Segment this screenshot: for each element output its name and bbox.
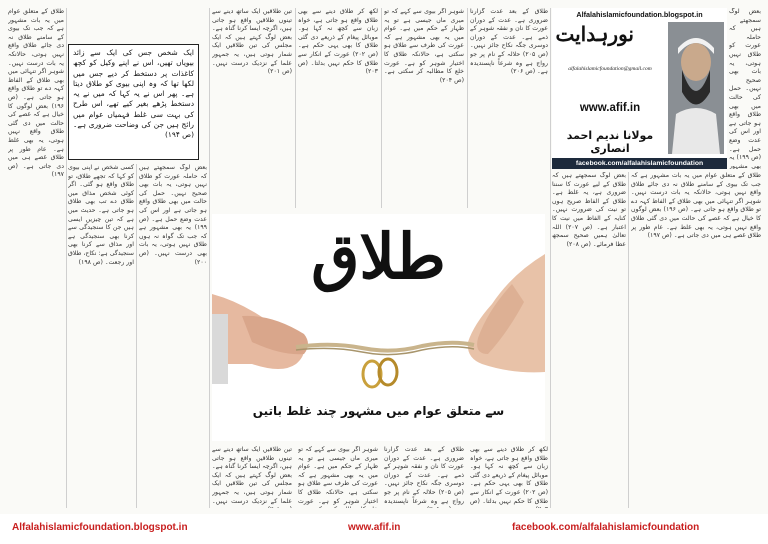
column-3-text: بعض لوگ سمجھتے ہیں کہ حاملہ عورت کو طلاق نہیں ہوتی، یہ بات بھی صحیح نہیں۔ حمل کی حالت میں بھی طلاق واقع ہو جاتی ہے اور اس کی عدت وضع حمل ہے۔ (ص ۱۹۹) یہ بھی مشہور ہے کہ جب تک گواہ نہ ہوں طلاق نہیں ہوتی، یہ بات بھی درست نہیں۔ (ص ۲۰۰) xyxy=(139,164,207,266)
column-right xyxy=(631,172,761,508)
column-12-text: شوہر اگر بیوی سے کہے کہ تو میری ماں جیسی ہے تو یہ ظہار کے حکم میں ہے۔ عوام میں یہ بھی مشہور ہے کہ عورت کی طرف سے طلاق ہو سکتی ہے، حالانکہ طلاق کا اختیار شوہر کو ہے۔ عورت xyxy=(298,446,378,505)
footer-blog-link[interactable]: Alfalahislamicfoundation.blogspot.in xyxy=(12,522,188,533)
column-5-text: لکھ کر طلاق دینے سے بھی طلاق واقع ہو جاتی ہے، خواہ زبان سے کچھ نہ کہا ہو۔ موبائل پیغام کے ذریعے دی گئی طلاق کا بھی یہی حکم ہے۔ (ص ۲۰۲) عورت کے انکار سے طلاق کا حکم نہیں بدلتا۔ (ص ۲۰۳) xyxy=(298,8,378,76)
column-7-text: طلاق کے بعد عدت گزارنا ضروری ہے۔ عدت کے دوران عورت کا نان و نفقہ شوہر کے ذمے ہے۔ عدت کے دوران دوسری جگہ نکاح جائز نہیں۔ (ص ۲۰۵) حلالہ کے نام پر جو رواج ہے وہ شرعاً ناپسندیدہ ہے۔ (ص ۲۰۶) xyxy=(470,8,548,76)
column-bottom-a xyxy=(212,446,292,508)
column-3 xyxy=(139,164,207,508)
column-4-text: تین طلاقیں ایک ساتھ دینے سے تینوں طلاقیں واقع ہو جاتی ہیں، اگرچہ ایسا کرنا گناہ ہے۔ بعض لوگ کہتے ہیں کہ ایک مجلس کی تین طلاقیں ایک شمار ہوتی ہیں، یہ جمہور علما کے نزدیک درست نہیں۔ (ص ۲۰۱) xyxy=(212,8,292,76)
column-6-text: شوہر اگر بیوی سے کہے کہ تو میری ماں جیسی ہے تو یہ ظہار کے حکم میں ہے۔ عوام میں یہ بھی مشہور ہے کہ عورت کی طرف سے طلاق ہو سکتی ہے، حالانکہ طلاق کا اختیار شوہر کو ہے۔ عورت خلع کا مطالبہ کر سکتی ہے۔ (ص ۲۰۴) xyxy=(384,8,464,84)
column-far-right xyxy=(729,8,761,169)
highlight-quote-box xyxy=(68,44,199,160)
quote-text: ایک شخص جس کی ایک سے زائد بیویاں تھیں، اس نے اپنے وکیل کو کچھ کاغذات پر دستخط کر دیے جس میں لکھا تھا کہ وہ اپنی بیوی کو طلاق دیتا ہے۔ پھر اس نے یہ کہا کہ میں نے یہ دستخط پڑھے بغیر کیے تھے، اس طرح کی بہت سی غلط فہمیاں عوام میں رائج ہیں جن کی وضاحت ضروری ہے۔ (ص ۱۹۴) xyxy=(73,48,194,140)
header-website[interactable]: www.afif.in xyxy=(579,102,641,114)
column-title: نورہدایت xyxy=(555,22,634,46)
footer-facebook-link[interactable]: facebook.com/alfalahislamicfoundation xyxy=(512,522,700,533)
column-bottom-d xyxy=(470,446,548,508)
column-bottom-b xyxy=(298,446,378,508)
column-bottom-c xyxy=(384,446,464,508)
column-top-b xyxy=(298,8,378,208)
column-1-text: طلاق کے متعلق عوام میں یہ بات مشہور ہے کہ جب تک بیوی کے سامنے طلاق نہ دی جائے طلاق واقع نہیں ہوتی، حالانکہ یہ بات درست نہیں۔ شوہر اگر تنہائی میں بھی طلاق کے الفاظ کہہ دے تو طلاق واقع ہو جاتی ہے۔ (ص ۱۹۶) بعض لوگوں کا خیال ہے کہ غصے کی حالت میں دی گئی طلاق واقع نہیں ہوتی، یہ بھی غلط ہے۔ عام طور پر طلاق غصے ہی میں دی جاتی ہے۔ (ص ۱۹۷) xyxy=(8,8,64,179)
column-top-c xyxy=(384,8,464,208)
hero-title: طلاق xyxy=(311,220,446,293)
column-8-text: بعض لوگ سمجھتے ہیں کہ طلاق کے لیے عورت کا سننا ضروری ہے، یہ غلط ہے۔ طلاق کے الفاظ صریح ہوں تو نیت کی ضرورت نہیں۔ کنایہ کے الفاظ میں نیت کا اعتبار ہے۔ (ص ۲۰۷) اللہ تعالیٰ ہمیں صحیح سمجھ عطا فرمائے۔ (ص ۲۰۸) xyxy=(552,172,626,248)
column-top-a xyxy=(212,8,292,208)
column-mid-right xyxy=(552,172,626,508)
page-footer xyxy=(0,514,768,544)
column-11-text: تین طلاقیں ایک ساتھ دینے سے تینوں طلاقیں واقع ہو جاتی ہیں، اگرچہ ایسا کرنا گناہ ہے۔ بعض لوگ کہتے ہیں کہ ایک مجلس کی تین طلاقیں ایک شمار ہوتی ہیں، یہ جمہور علما کے نزدیک درست نہیں۔ xyxy=(212,446,292,505)
column-10-text: بعض لوگ سمجھتے ہیں کہ حاملہ عورت کو طلاق نہیں ہوتی، یہ بات بھی صحیح نہیں۔ حمل کی حالت میں بھی طلاق واقع ہو جاتی ہے اور اس کی عدت وضع حمل ہے۔ (ص ۱۹۹) یہ بھی مشہور xyxy=(729,8,761,169)
column-2 xyxy=(68,164,134,508)
column-top-d xyxy=(470,8,548,208)
column-9-text: طلاق کے متعلق عوام میں یہ بات مشہور ہے کہ جب تک بیوی کے سامنے طلاق نہ دی جائے طلاق واقع نہیں ہوتی، حالانکہ یہ بات درست نہیں۔ شوہر اگر تنہائی میں بھی طلاق کے الفاظ کہہ دے تو طلاق واقع ہو جاتی ہے۔ (ص ۱۹۶) بعض لوگوں کا خیال ہے کہ غصے کی حالت میں دی گئی طلاق واقع نہیں ہوتی، یہ بھی غلط ہے۔ عام طور پر طلاق غصے ہی میں دی جاتی ہے۔ (ص ۱۹۷) xyxy=(631,172,761,240)
hero-image xyxy=(212,214,545,441)
column-header xyxy=(552,8,727,169)
header-email[interactable]: alfalahislamicfoundation@gmail.com xyxy=(568,66,652,72)
author-photo xyxy=(668,22,724,154)
hero-subtitle: سے متعلق عوام میں مشہور چند غلط باتیں xyxy=(252,404,505,418)
column-1 xyxy=(8,8,64,508)
column-13-text: طلاق کے بعد عدت گزارنا ضروری ہے۔ عدت کے دوران عورت کا نان و نفقہ شوہر کے ذمے ہے۔ عدت کے دوران دوسری جگہ نکاح جائز نہیں۔ (ص ۲۰۵) حلالہ کے نام پر جو رواج ہے وہ شرعاً ناپسندیدہ xyxy=(384,446,464,505)
header-facebook[interactable]: facebook.com/alfalahislamicfoundation xyxy=(552,158,727,169)
column-14-text: لکھ کر طلاق دینے سے بھی طلاق واقع ہو جاتی ہے، خواہ زبان سے کچھ نہ کہا ہو۔ موبائل پیغام کے ذریعے دی گئی طلاق کا بھی یہی حکم ہے۔ (ص ۲۰۲) عورت کے انکار سے طلاق کا حکم نہیں بدلتا۔ (ص xyxy=(470,446,548,505)
header-blog-url[interactable]: Alfalahislamicfoundation.blogspot.in xyxy=(576,10,703,19)
author-name: مولانا ندیم احمد انصاری xyxy=(566,129,654,155)
footer-website-link[interactable]: www.afif.in xyxy=(348,522,401,533)
column-2-text: کسی شخص نے اپنی بیوی کو کہا کہ تجھے طلاق، تو طلاق واقع ہو گئی۔ اگر کوئی شخص مذاق میں طلاق دے تب بھی طلاق ہو جاتی ہے۔ حدیث میں ہے کہ تین چیزیں ایسی ہیں جن کا سنجیدگی سے کرنا بھی سنجیدگی ہے اور مذاق سے کرنا بھی سنجیدگی ہے: نکاح، طلاق اور رجعت۔ (ص ۱۹۸) xyxy=(68,164,134,266)
